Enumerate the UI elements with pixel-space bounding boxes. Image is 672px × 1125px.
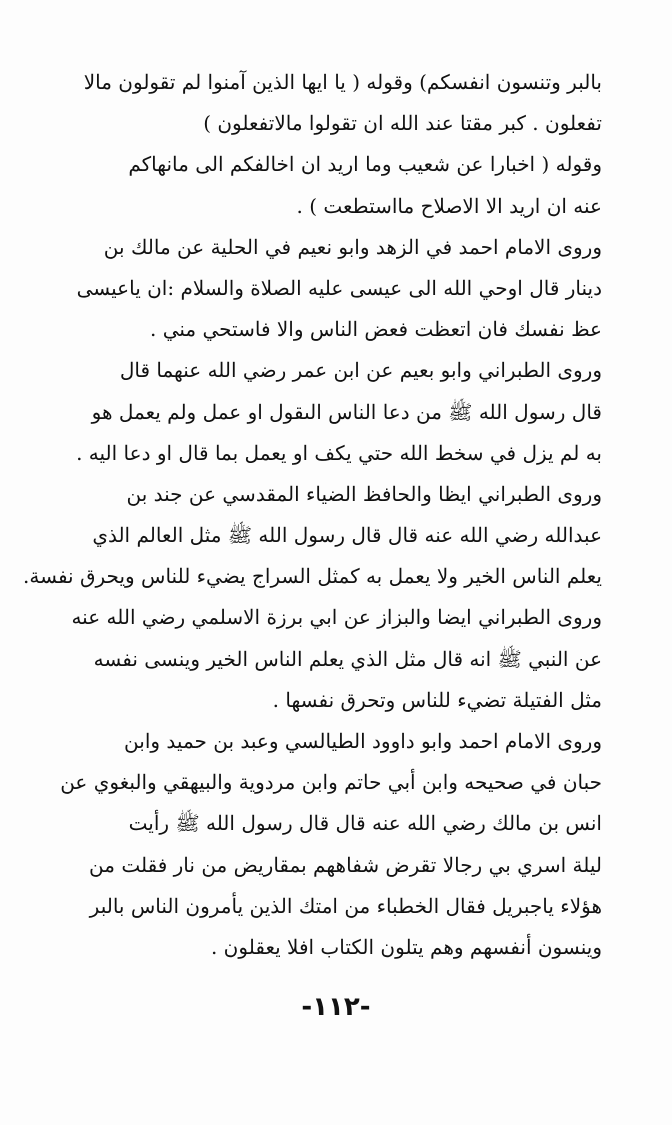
text-line: تفعلون . كبر مقتا عند الله ان تقولوا مالاتفعلون ) xyxy=(203,111,602,136)
text-line: دينار قال اوحي الله الى عيسى عليه الصلاة والسلام :ان ياعيسى xyxy=(76,275,602,300)
text-line: به لم يزل في سخط الله حتي يكف او يعمل بما قال او دعا اليه . xyxy=(76,440,602,465)
text-line: انس بن مالك رضي الله عنه قال قال رسول الله ﷺ رأيت xyxy=(128,811,602,836)
text-line: مثل الفتيلة تضيء للناس وتحرق نفسها . xyxy=(272,687,602,712)
text-line: عنه ان اريد الا الاصلاح مااستطعت ) . xyxy=(296,193,602,218)
text-line: وقوله ( اخبارا عن شعيب وما اريد ان اخالفكم الى مانهاكم xyxy=(128,152,602,177)
text-line: وروى الطبراني وابو بعيم عن ابن عمر رضي الله عنهما قال xyxy=(119,358,602,383)
text-line: بالبر وتنسون انفسكم) وقوله ( يا ايها الذين آمنوا لم تقولون مالا xyxy=(83,70,602,94)
text-line: وروى الطبراني ايضا والبزاز عن ابي برزة الاسلمي رضي الله عنه xyxy=(71,605,602,630)
text-line: وروى الطبراني ايظا والحافظ الضياء المقدسي عن جند بن xyxy=(126,481,602,506)
text-line: حبان في صحيحه وابن أبي حاتم وابن مردوية والبيهقي والبغوي عن xyxy=(60,770,602,795)
text-line: عظ نفسك فان اتعظت فعض الناس والا فاستحي مني . xyxy=(149,317,602,342)
text-line: ليلة اسري بي رجالا تقرض شفاههم بمقاريض من نار فقلت من xyxy=(89,852,602,877)
text-line: وروى الامام احمد وابو داوود الطيالسي وعبد بن حميد وابن xyxy=(124,729,602,753)
text-line: وينسون أنفسهم وهم يتلون الكتاب افلا يعقلون . xyxy=(210,934,602,959)
text-line: يعلم الناس الخير ولا يعمل به كمثل السراج يضيء للناس ويحرق نفسة. xyxy=(23,564,602,589)
page-number: -١١٢- xyxy=(301,992,371,1022)
body-text xyxy=(23,62,602,968)
text-line: عبدالله رضي الله عنه قال قال رسول الله ﷺ مثل العالم الذي xyxy=(92,523,602,548)
text-line: هؤلاء ياجبريل فقال الخطباء من امتك الذين يأمرون الناس بالبر xyxy=(89,893,602,918)
text-line: عن النبي ﷺ انه قال مثل الذي يعلم الناس الخير وينسى نفسه xyxy=(93,646,602,671)
text-line: وروى الامام احمد في الزهد وابو نعيم في الحلية عن مالك بن xyxy=(103,234,602,259)
text-line: قال رسول الله ﷺ من دعا الناس الىقول او عمل ولم يعمل هو xyxy=(91,399,602,424)
